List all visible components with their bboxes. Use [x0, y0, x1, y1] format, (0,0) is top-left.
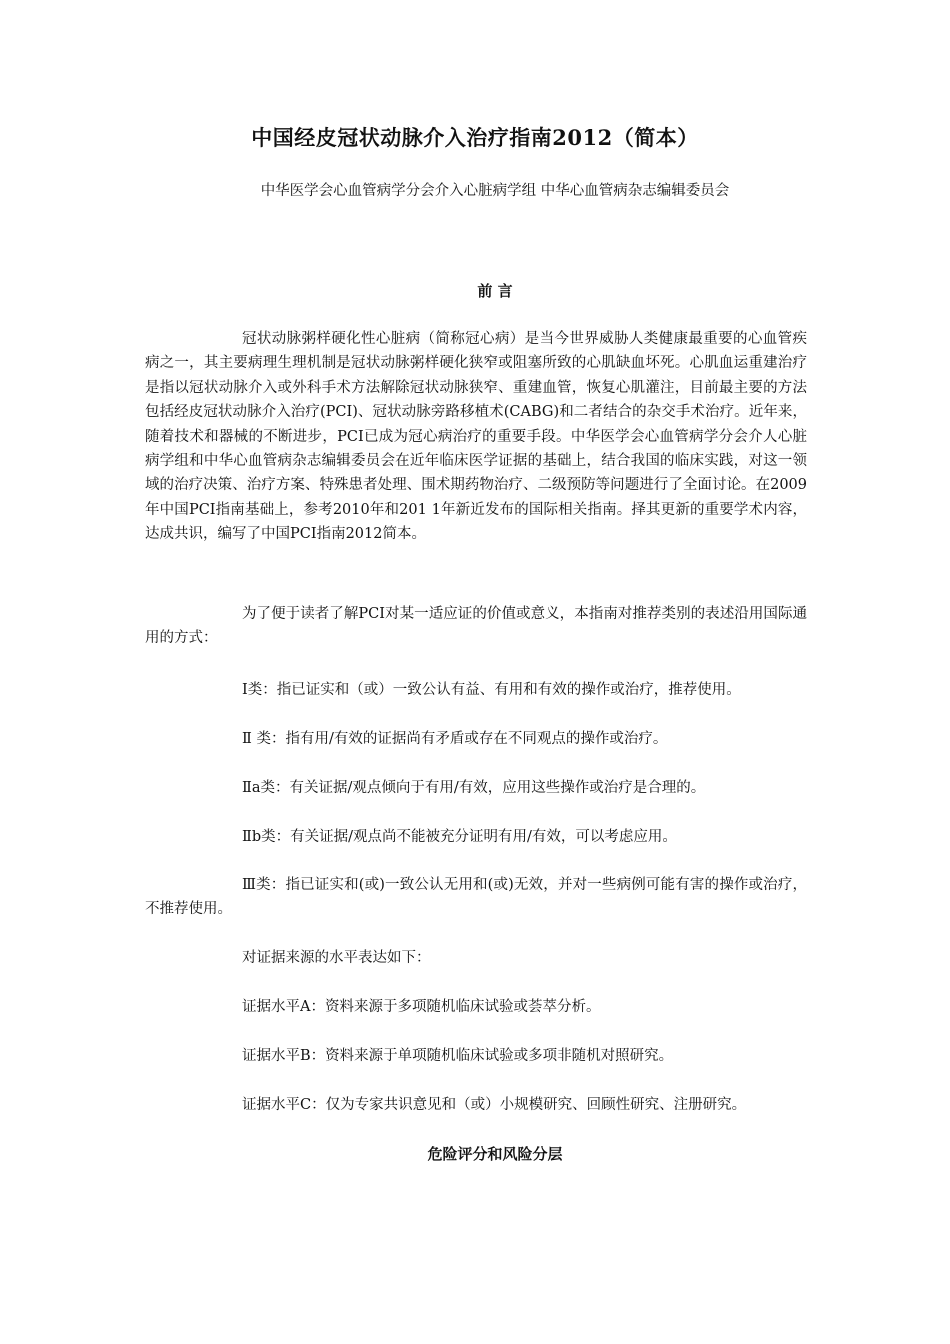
evidence-level-c: 证据水平C：仅为专家共识意见和（或）小规模研究、回顾性研究、注册研究。: [242, 1097, 747, 1113]
evidence-level-a: 证据水平A：资料来源于多项随机临床试验或荟萃分析。: [242, 999, 601, 1015]
preface-paragraph-2: 为了便于读者了解PCI对某一适应证的价值或意义，本指南对推荐类别的表述沿用国际通用的方式：: [145, 606, 807, 647]
risk-assessment-heading: 危险评分和风险分层: [427, 1145, 563, 1163]
recommendation-class-2b: Ⅱb类：有关证据/观点尚不能被充分证明有用/有效，可以考虑应用。: [242, 829, 677, 845]
document-authors: 中华医学会心血管病学分会介入心脏病学组 中华心血管病杂志编辑委员会: [260, 183, 730, 199]
preface-heading: 前 言: [477, 282, 513, 300]
recommendation-class-1: Ⅰ类：指已证实和（或）一致公认有益、有用和有效的操作或治疗，推荐使用。: [242, 682, 741, 698]
document-title: 中国经皮冠状动脉介入治疗指南2012（简本）: [251, 125, 699, 150]
evidence-level-b: 证据水平B：资料来源于单项随机临床试验或多项非随机对照研究。: [242, 1048, 674, 1064]
recommendation-class-2a: Ⅱa类：有关证据/观点倾向于有用/有效，应用这些操作或治疗是合理的。: [242, 780, 706, 796]
recommendation-class-2: Ⅱ 类：指有用/有效的证据尚有矛盾或存在不同观点的操作或治疗。: [242, 731, 668, 747]
preface-paragraph-1: 冠状动脉粥样硬化性心脏病（简称冠心病）是当今世界威胁人类健康最重要的心血管疾病之一，其主要病理生理机制是冠状动脉粥样硬化狭窄或阻塞所致的心肌缺血坏死。心肌血运重建治疗是指以冠状动脉介入或外科手术方法解除冠状动脉狭窄、重建血管，恢复心肌灌注，目前最主要的方法包括经皮冠状动脉介入治疗(PCI)、冠状动脉旁路移植术(CABG)和二者结合的杂交手术治疗。近年来，随着技术和器械的不断进步，PCI已成为冠心病治疗的重要手段。中华医学会心血管病学分会介人心脏病学组和中华心血管病杂志编辑委员会在近年临床医学证据的基础上，结合我国的临床实践，对这一领域的治疗决策、治疗方案、特殊患者处理、围术期药物治疗、二级预防等问题进行了全面讨论。在2009年中国PCI指南基础上，参考2010年和201 1年新近发布的国际相关指南。择其更新的重要学术内容，达成共识，编写了中国PCI指南2012简本。: [145, 331, 807, 543]
recommendation-class-3: Ⅲ类：指已证实和(或)一致公认无用和(或)无效，并对一些病例可能有害的操作或治疗，不推荐使用。: [145, 877, 807, 918]
evidence-intro: 对证据来源的水平表达如下：: [242, 950, 431, 966]
